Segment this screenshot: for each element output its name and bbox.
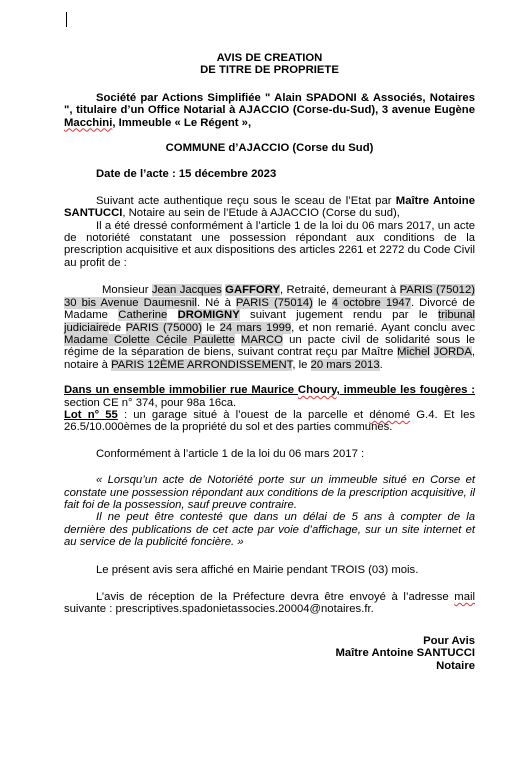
conforme-line: Conformément à l’article 1 de la loi du 06 mars 2017 :	[96, 447, 365, 460]
text-cursor	[66, 12, 67, 27]
paragraph-acte: Suivant acte authentique reçu sous le sceau de l’Etat par Maître Antoine SANTUCCI, Notaire au sein de l’Etude à AJACCIO (Corse du sud),	[64, 194, 475, 220]
quote-paragraph-1: « Lorsqu’un acte de Notoriété porte sur un immeuble situé en Corse et constate une possession répondant aux conditions de la prescription acquisitive, il fait foi de la possession, sauf preuve contraire.	[64, 474, 475, 511]
paragraph-notoriete: Il a été dressé conformément à l’article 1 de la loi du 06 mars 2017, un acte de notoriété constatant une possession répondant aux conditions de la prescription acquisitive et aux dispositions des articles 2261 et 2272 du Code Civil au profit de :	[64, 219, 475, 269]
title-line-2: DE TITRE DE PROPRIETE	[200, 64, 339, 77]
spellcheck-word: Macchini	[64, 116, 113, 129]
commune-heading: COMMUNE d’AJACCIO (Corse du Sud)	[165, 142, 374, 155]
lot-paragraph: Lot n° 55 : un garage situé à l’ouest de la parcelle et dénomé G.4. Et les 26.5/10.000èmes de la propriété du sol et des parties communes.	[64, 408, 476, 434]
document-body[interactable]	[64, 52, 475, 672]
title-line-1: AVIS DE CREATION	[216, 52, 323, 64]
signature-name: Maître Antoine SANTUCCI	[335, 647, 475, 660]
quote-paragraph-2: Il ne peut être contesté que dans un délai de 5 ans à compter de la dernière des publications de cet acte par voie d’affichage, sur un site internet et au service de la publicité foncière. »	[64, 511, 475, 549]
person-paragraph: Monsieur Jean Jacques GAFFORY, Retraité, demeurant à PARIS (75012) 30 bis Avenue Daumesnil. Né à PARIS (75014) le 4 octobre 1947. Divorcé de Madame Catherine DROMIGNY suivant jugement rendu par le tribunal judiciairede PARIS (75000) le 24 mars 1999, et non remarié. Ayant conclu avec Madame Colette Cécile Paulette MARCO un pacte civil de solidarité sous le régime de la séparation de biens, suivant contrat reçu par Maître Michel JORDA, notaire à PARIS 12ÈME ARRONDISSEMENT, le 20 mars 2013.	[64, 284, 476, 371]
reception-paragraph: L’avis de réception de la Préfecture devra être envoyé à l’adresse mail suivante : prescriptives.spadonietassocies.20004@notaires.fr.	[64, 591, 475, 616]
date-acte: Date de l’acte : 15 décembre 2023	[96, 168, 277, 181]
affichage-line: Le présent avis sera affiché en Mairie pendant TROIS (03) mois.	[96, 563, 419, 576]
signature-pour-avis: Pour Avis	[423, 634, 475, 647]
intro-paragraph: Société par Actions Simplifiée " Alain SPADONI & Associés, Notaires ", titulaire d’un Office Notarial à AJACCIO (Corse-du-Sud), 3 avenue Eugène Macchini, Immeuble « Le Régent »,	[64, 91, 475, 129]
ensemble-paragraph: Dans un ensemble immobilier rue Maurice Choury, immeuble les fougères : section CE n° 374, pour 98a 16ca.	[64, 384, 475, 409]
signature-title: Notaire	[436, 659, 475, 672]
